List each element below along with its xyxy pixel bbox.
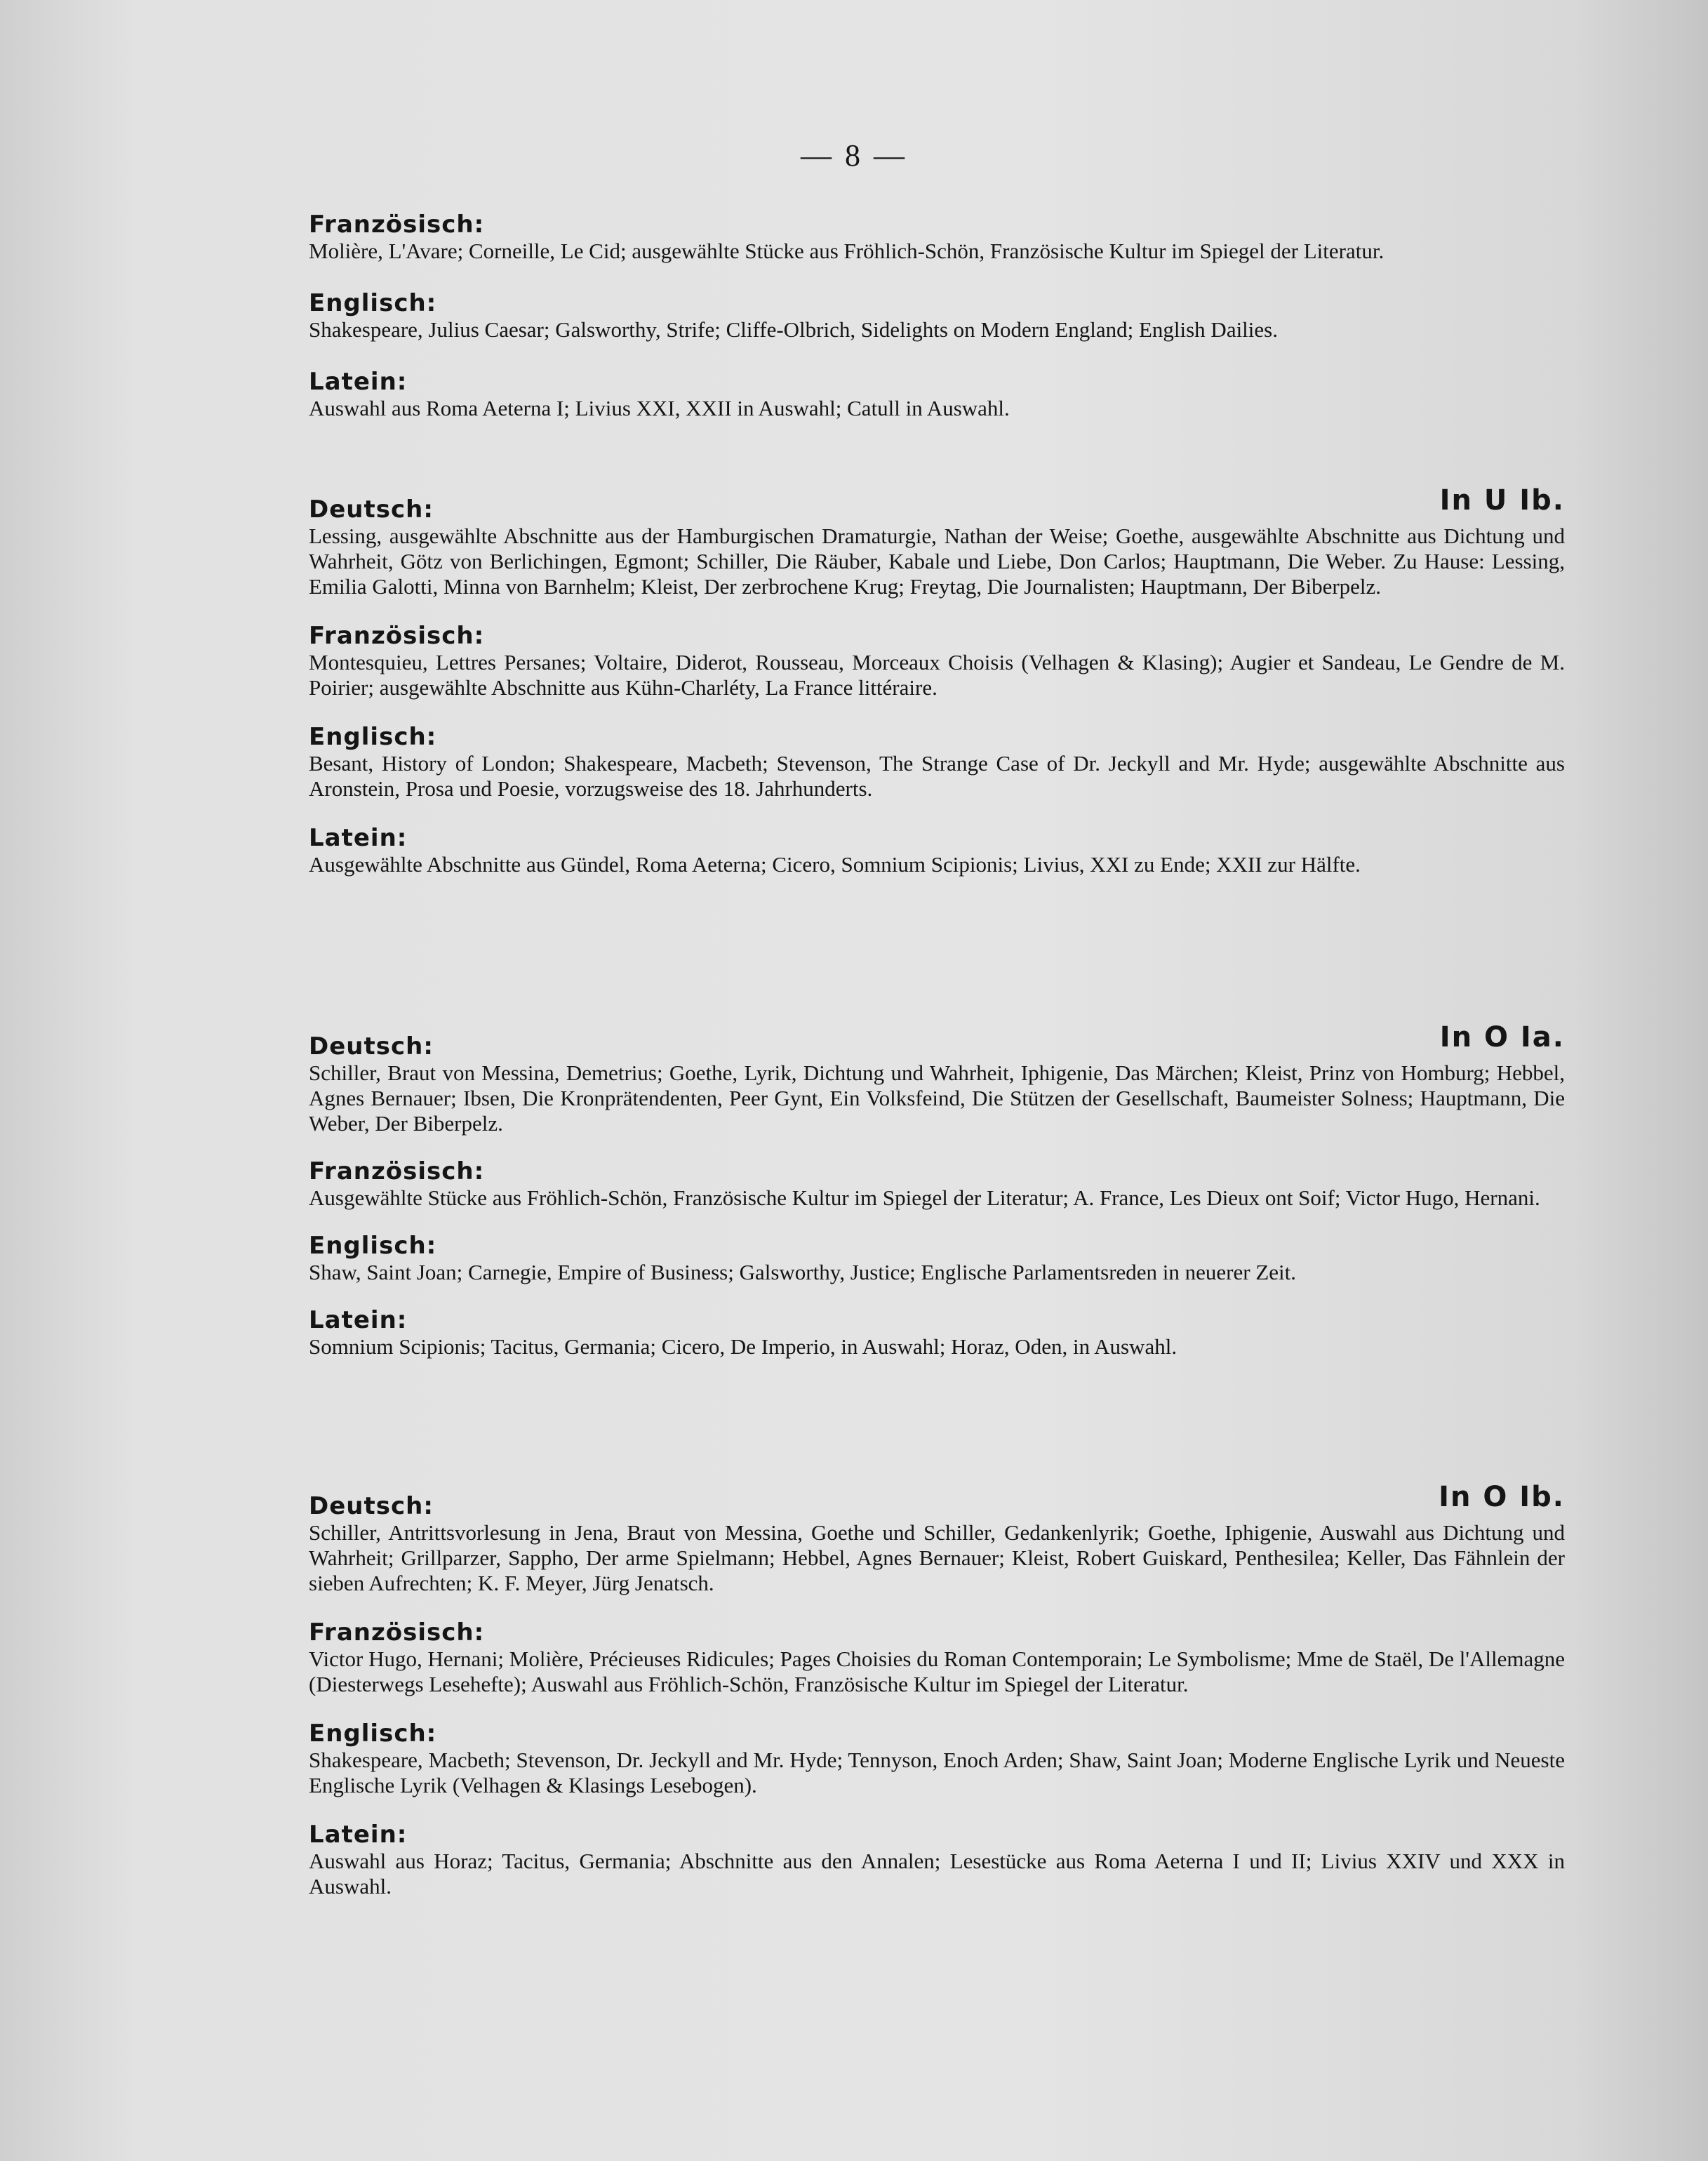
subject-heading: Französisch:: [309, 211, 485, 239]
subject-heading: Englisch:: [309, 289, 437, 317]
subject-text: Shaw, Saint Joan; Carnegie, Empire of Business; Galsworthy, Justice; Englische Parlamentsreden in neuerer Zeit.: [309, 1260, 1297, 1284]
subject-heading: Englisch:: [309, 1232, 437, 1260]
subject-section: [309, 824, 1565, 877]
subject-section: [309, 211, 1565, 264]
subject-heading: Französisch:: [309, 1618, 485, 1647]
subject-heading: Latein:: [309, 1306, 408, 1334]
subject-text: Victor Hugo, Hernani; Molière, Précieuses Ridicules; Pages Choisies du Roman Contemporain; Le Symbolisme; Mme de Staël, De l'Allemagne (Diesterwegs Lesehefte); Auswahl aus Fröhlich-Schön, Französische Kultur im Spiegel der Literatur.: [309, 1647, 1565, 1696]
subject-section: [309, 1232, 1565, 1285]
class-group: [309, 484, 1565, 877]
class-level-heading: In O Ib.: [1439, 1481, 1565, 1513]
subject-section: [309, 1306, 1565, 1359]
subject-text: Shakespeare, Macbeth; Stevenson, Dr. Jeckyll and Mr. Hyde; Tennyson, Enoch Arden; Shaw, Saint Joan; Moderne Englische Lyrik und Neueste Englische Lyrik (Velhagen & Klasings Lesebogen).: [309, 1748, 1565, 1797]
subject-text: Schiller, Antrittsvorlesung in Jena, Braut von Messina, Goethe und Schiller, Gedankenlyrik; Goethe, Iphigenie, Auswahl aus Dichtung und Wahrheit; Grillparzer, Sappho, Der arme Spielmann; Hebbel, Agnes Bernauer; Kleist, Robert Guiskard, Penthesilea; Keller, Das Fähnlein der sieben Aufrechten; K. F. Meyer, Jürg Jenatsch.: [309, 1520, 1565, 1595]
class-group: [309, 1481, 1565, 1899]
subject-text: Lessing, ausgewählte Abschnitte aus der Hamburgischen Dramaturgie, Nathan der Weise; Goethe, ausgewählte Abschnitte aus Dichtung und Wahrheit, Götz von Berlichingen, Egmont; Schiller, Die Räuber, Kabale und Liebe, Don Carlos; Hauptmann, Die Weber. Zu Hause: Lessing, Emilia Galotti, Minna von Barnhelm; Kleist, Der zerbrochene Krug; Freytag, Die Journalisten; Hauptmann, Der Biberpelz.: [309, 524, 1565, 599]
subject-heading: Französisch:: [309, 622, 485, 650]
subject-text: Molière, L'Avare; Corneille, Le Cid; ausgewählte Stücke aus Fröhlich-Schön, Französische Kultur im Spiegel der Literatur.: [309, 239, 1385, 263]
subject-section: [309, 723, 1565, 802]
subject-text: Montesquieu, Lettres Persanes; Voltaire, Diderot, Rousseau, Morceaux Choisis (Velhagen & Klasing); Augier et Sandeau, Le Gendre de M. Poirier; ausgewählte Abschnitte aus Kühn-Charléty, La France littéraire.: [309, 650, 1565, 700]
subject-section: [309, 1618, 1565, 1697]
subject-section: [309, 622, 1565, 700]
subject-heading: Englisch:: [309, 723, 437, 751]
subject-heading: Englisch:: [309, 1720, 437, 1748]
subject-heading: Latein:: [309, 368, 408, 396]
subject-section: [309, 1821, 1565, 1899]
class-group: [309, 1021, 1565, 1359]
intro-block: [309, 211, 1565, 421]
subject-section: [309, 1720, 1565, 1798]
subject-section: [309, 496, 1565, 599]
subject-heading: Latein:: [309, 1821, 408, 1849]
class-level-heading: In O Ia.: [1439, 1021, 1565, 1053]
subject-section: [309, 1157, 1565, 1211]
subject-heading: Französisch:: [309, 1157, 485, 1185]
subject-text: Auswahl aus Roma Aeterna I; Livius XXI, XXII in Auswahl; Catull in Auswahl.: [309, 396, 1010, 420]
subject-text: Auswahl aus Horaz; Tacitus, Germania; Abschnitte aus den Annalen; Lesestücke aus Roma Aeterna I und II; Livius XXIV und XXX in Auswahl.: [309, 1849, 1565, 1899]
subject-section: [309, 289, 1565, 343]
subject-heading: Deutsch:: [309, 1032, 434, 1060]
subject-text: Ausgewählte Stücke aus Fröhlich-Schön, Französische Kultur im Spiegel der Literatur; A. France, Les Dieux ont Soif; Victor Hugo, Hernani.: [309, 1185, 1540, 1210]
subject-section: [309, 368, 1565, 421]
subject-text: Shakespeare, Julius Caesar; Galsworthy, Strife; Cliffe-Olbrich, Sidelights on Modern England; English Dailies.: [309, 317, 1278, 342]
subject-heading: Latein:: [309, 824, 408, 852]
subject-heading: Deutsch:: [309, 1492, 434, 1520]
subject-section: [309, 1032, 1565, 1136]
subject-text: Ausgewählte Abschnitte aus Gündel, Roma Aeterna; Cicero, Somnium Scipionis; Livius, XXI zu Ende; XXII zur Hälfte.: [309, 852, 1361, 877]
subject-text: Besant, History of London; Shakespeare, Macbeth; Stevenson, The Strange Case of Dr. Jeckyll and Mr. Hyde; ausgewählte Abschnitte aus Aronstein, Prosa und Poesie, vorzugsweise des 18. Jahrhunderts.: [309, 751, 1565, 801]
subject-text: Somnium Scipionis; Tacitus, Germania; Cicero, De Imperio, in Auswahl; Horaz, Oden, in Auswahl.: [309, 1334, 1177, 1359]
subject-text: Schiller, Braut von Messina, Demetrius; Goethe, Lyrik, Dichtung und Wahrheit, Iphigenie, Das Märchen; Kleist, Prinz von Homburg; Hebbel, Agnes Bernauer; Ibsen, Die Kronprätendenten, Peer Gynt, Ein Volksfeind, Die Stützen der Gesellschaft, Baumeister Solness; Hauptmann, Die Weber, Der Biberpelz.: [309, 1060, 1565, 1136]
subject-heading: Deutsch:: [309, 496, 434, 524]
class-level-heading: In U Ib.: [1439, 484, 1565, 517]
page-number: — 8 —: [801, 138, 907, 173]
subject-section: [309, 1492, 1565, 1596]
